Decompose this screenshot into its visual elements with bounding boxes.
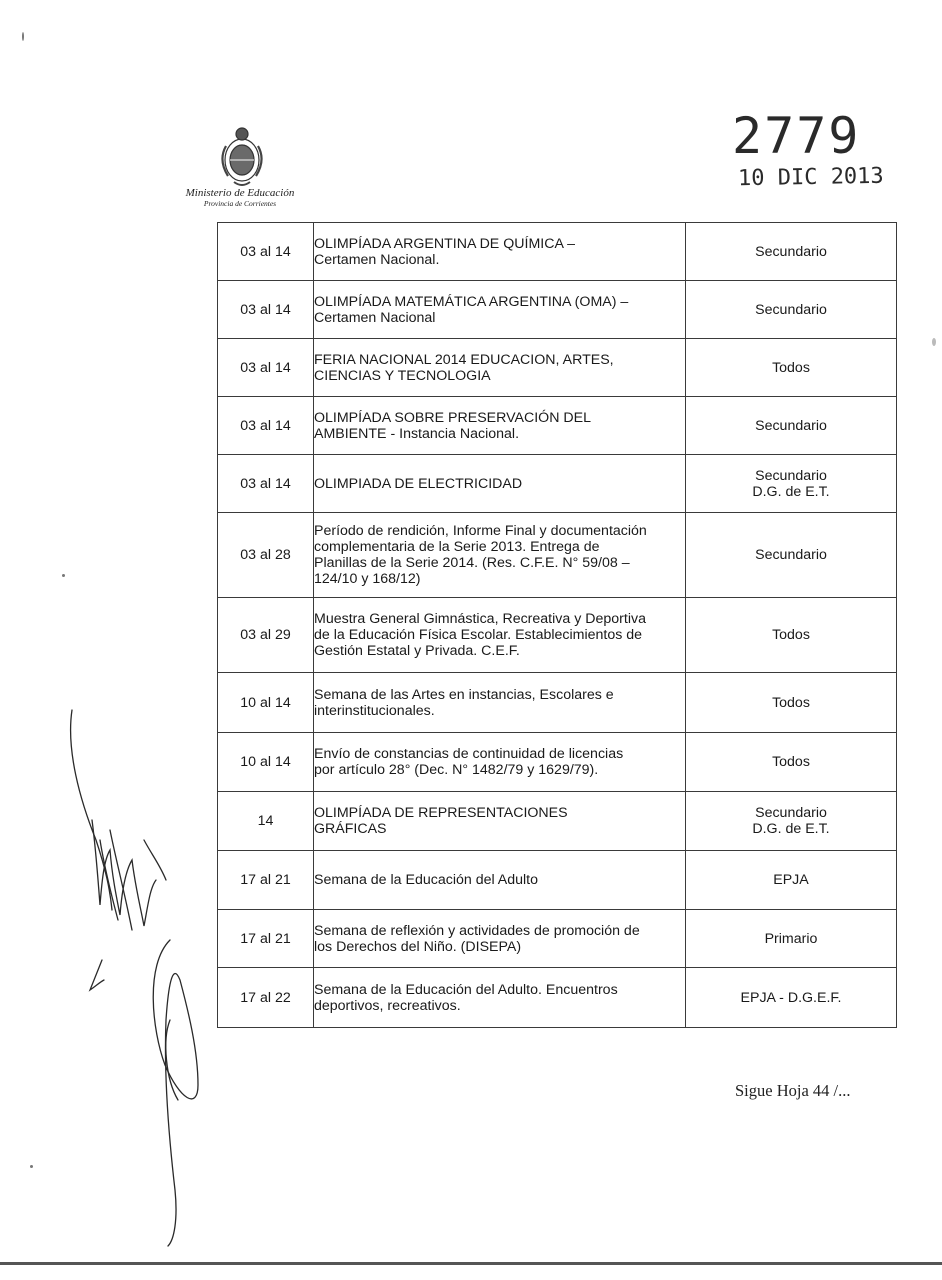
- level-line: Secundario: [755, 417, 827, 434]
- level-cell: [686, 397, 897, 455]
- table-row: [218, 223, 897, 281]
- table-row: [218, 281, 897, 339]
- level-cell: [686, 339, 897, 397]
- scan-edge-line: [0, 1262, 942, 1265]
- activity-line: Envío de constancias de continuidad de licencias: [314, 746, 624, 762]
- activity-cell: [314, 598, 686, 673]
- activity-cell: [314, 281, 686, 339]
- activity-cell: [314, 733, 686, 792]
- activity-line: los Derechos del Niño. (DISEPA): [314, 938, 522, 955]
- activity-line: Semana de reflexión y actividades de promoción de: [314, 922, 640, 939]
- resolution-date-stamp: 10 DIC 2013: [737, 163, 884, 192]
- activity-line: Certamen Nacional.: [314, 251, 440, 268]
- level-line: EPJA - D.G.E.F.: [740, 989, 842, 1006]
- level-line: Primario: [764, 930, 818, 947]
- activity-line: OLIMPIADA DE ELECTRICIDAD: [314, 475, 523, 492]
- activity-line: OLIMPÍADA SOBRE PRESERVACIÓN DEL: [314, 409, 592, 426]
- level-line: Secundario: [755, 243, 827, 260]
- level-cell: [686, 733, 897, 792]
- activity-cell: [314, 513, 686, 598]
- table-row: [218, 397, 897, 455]
- activity-cell: [314, 673, 686, 733]
- level-cell: [686, 673, 897, 733]
- activity-line: complementaria de la Serie 2013. Entrega de: [314, 539, 600, 555]
- date-cell: 03 al 29: [218, 598, 314, 673]
- activity-line: Gestión Estatal y Privada. C.E.F.: [314, 643, 520, 659]
- activity-line: Semana de la Educación del Adulto. Encuentros: [314, 981, 618, 998]
- activity-line: FERIA NACIONAL 2014 EDUCACION, ARTES,: [314, 351, 614, 368]
- activity-cell: [314, 851, 686, 910]
- activity-line: GRÁFICAS: [314, 821, 387, 837]
- level-line: EPJA: [773, 872, 809, 888]
- table-row: [218, 513, 897, 598]
- level-cell: [686, 968, 897, 1028]
- activity-cell: [314, 397, 686, 455]
- date-cell: 03 al 28: [218, 513, 314, 598]
- table-row: [218, 598, 897, 673]
- date-cell: 03 al 14: [218, 397, 314, 455]
- table-row: [218, 968, 897, 1028]
- continuation-note: Sigue Hoja 44 /...: [735, 1081, 851, 1100]
- table-row: [218, 673, 897, 733]
- ministry-name: Ministerio de Educación: [185, 187, 295, 199]
- activity-line: Certamen Nacional: [314, 309, 436, 326]
- signature-icon: [40, 690, 200, 1250]
- level-line: Secundario: [755, 547, 827, 563]
- activity-line: Semana de las Artes en instancias, Escolares e: [314, 686, 614, 703]
- date-cell: 17 al 22: [218, 968, 314, 1028]
- date-cell: 17 al 21: [218, 851, 314, 910]
- date-cell: 03 al 14: [218, 455, 314, 513]
- level-line: D.G. de E.T.: [752, 821, 830, 837]
- level-cell: [686, 851, 897, 910]
- level-line: Todos: [772, 694, 810, 711]
- activity-line: de la Educación Física Escolar. Establecimientos de: [314, 627, 643, 643]
- table-row: [218, 455, 897, 513]
- level-line: Todos: [772, 627, 810, 643]
- activity-line: Período de rendición, Informe Final y documentación: [314, 523, 647, 539]
- activity-line: deportivos, recreativos.: [314, 997, 461, 1014]
- activity-line: OLIMPÍADA MATEMÁTICA ARGENTINA (OMA) –: [314, 293, 629, 310]
- activity-line: interinstitucionales.: [314, 702, 435, 719]
- activity-line: Muestra General Gimnástica, Recreativa y Deportiva: [314, 611, 646, 627]
- table-row: [218, 339, 897, 397]
- activity-line: AMBIENTE - Instancia Nacional.: [314, 425, 520, 442]
- date-cell: 03 al 14: [218, 281, 314, 339]
- activity-cell: [314, 223, 686, 281]
- date-cell: 03 al 14: [218, 223, 314, 281]
- date-cell: 10 al 14: [218, 673, 314, 733]
- level-line: Todos: [772, 754, 810, 770]
- coat-of-arms-icon: [214, 122, 270, 188]
- activity-line: Planillas de la Serie 2014. (Res. C.F.E. N° 59/08 –: [314, 555, 630, 571]
- level-cell: [686, 598, 897, 673]
- table-row: [218, 851, 897, 910]
- level-cell: [686, 223, 897, 281]
- activity-cell: [314, 792, 686, 851]
- activity-line: OLIMPÍADA DE REPRESENTACIONES: [314, 805, 568, 821]
- resolution-number-stamp: 2779: [732, 107, 861, 165]
- ministry-header: [150, 187, 330, 208]
- table-row: [218, 910, 897, 968]
- date-cell: 03 al 14: [218, 339, 314, 397]
- activity-line: por artículo 28° (Dec. N° 1482/79 y 1629/79).: [314, 762, 599, 778]
- activity-line: Semana de la Educación del Adulto: [314, 872, 539, 888]
- activity-line: OLIMPÍADA ARGENTINA DE QUÍMICA –: [314, 235, 575, 252]
- date-cell: 10 al 14: [218, 733, 314, 792]
- level-cell: [686, 281, 897, 339]
- date-cell: 17 al 21: [218, 910, 314, 968]
- level-line: Secundario: [755, 301, 827, 318]
- level-line: Secundario: [755, 805, 827, 821]
- activity-cell: [314, 968, 686, 1028]
- province-name: Provincia de Corrientes: [203, 199, 277, 208]
- level-cell: [686, 910, 897, 968]
- activity-line: CIENCIAS Y TECNOLOGIA: [314, 367, 491, 384]
- activity-cell: [314, 455, 686, 513]
- table-row: [218, 733, 897, 792]
- level-line: D.G. de E.T.: [752, 483, 830, 500]
- date-cell: 14: [218, 792, 314, 851]
- calendar-table: [217, 222, 897, 1028]
- table-row: [218, 792, 897, 851]
- activity-line: 124/10 y 168/12): [314, 571, 421, 587]
- activity-cell: [314, 910, 686, 968]
- level-line: Todos: [772, 359, 810, 376]
- level-cell: [686, 792, 897, 851]
- level-cell: [686, 455, 897, 513]
- level-line: Secundario: [755, 467, 827, 484]
- level-cell: [686, 513, 897, 598]
- activity-cell: [314, 339, 686, 397]
